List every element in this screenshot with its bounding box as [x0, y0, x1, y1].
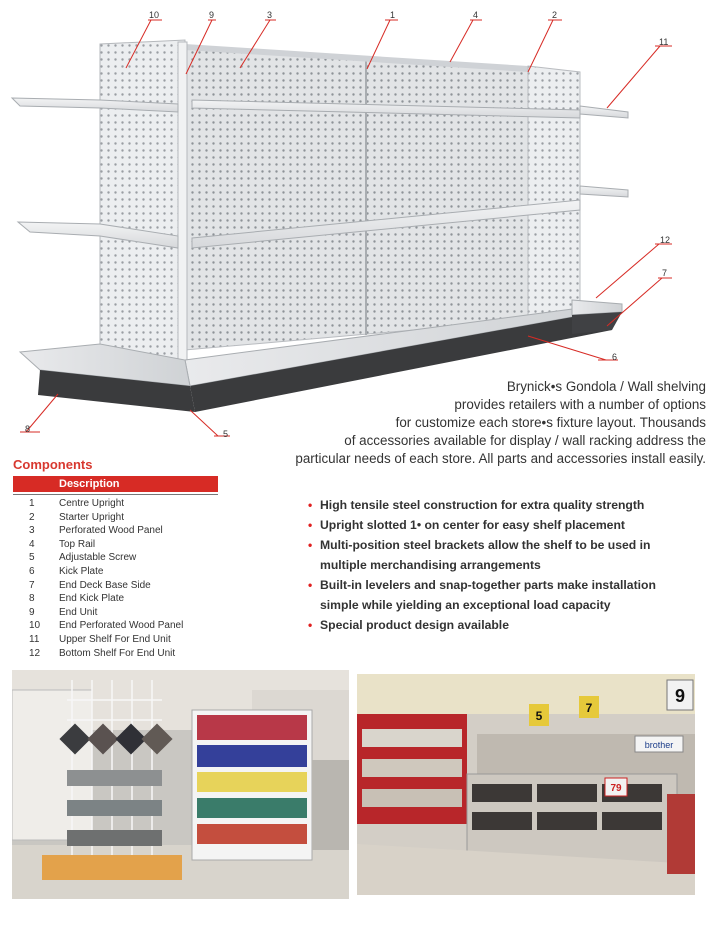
component-name: Kick Plate — [59, 565, 104, 577]
feature-line: simple while yielding an exceptional load capacity — [320, 598, 611, 612]
feature-line: Special product design available — [320, 618, 509, 632]
right-lower-shelf — [580, 186, 628, 197]
component-row — [13, 511, 218, 525]
feature-item — [308, 495, 708, 515]
description-line: Brynick•s Gondola / Wall shelving — [506, 379, 706, 394]
component-number: 11 — [29, 633, 40, 645]
header-number-cell — [13, 476, 53, 492]
component-number: 4 — [29, 538, 35, 550]
product-description — [228, 378, 706, 468]
component-number: 7 — [29, 579, 35, 591]
description-line: of accessories available for display / wall racking address the — [344, 433, 706, 448]
component-name: Upper Shelf For End Unit — [59, 633, 171, 645]
component-number: 12 — [29, 647, 41, 659]
red-dot-bullet-icon: • — [308, 538, 313, 552]
feature-item — [308, 575, 708, 615]
component-row — [13, 647, 218, 661]
component-row — [13, 497, 218, 511]
component-name: Perforated Wood Panel — [59, 525, 163, 537]
callout-6: 6 — [612, 352, 618, 362]
component-number: 1 — [29, 498, 35, 509]
component-number: 9 — [29, 606, 35, 618]
feature-item — [308, 515, 708, 535]
feature-text — [320, 535, 708, 575]
component-row — [13, 592, 218, 606]
callout-11: 11 — [659, 37, 669, 47]
callout-8: 8 — [25, 424, 31, 434]
feature-item — [308, 535, 708, 575]
component-name: Bottom Shelf For End Unit — [59, 647, 176, 659]
callout-10: 10 — [149, 10, 160, 20]
component-name: Centre Upright — [59, 498, 125, 509]
component-number: 10 — [29, 620, 41, 632]
red-dot-bullet-icon: • — [308, 578, 313, 592]
callout-9: 9 — [209, 10, 215, 20]
red-dot-bullet-icon: • — [308, 618, 313, 632]
feature-line: multiple merchandising arrangements — [320, 558, 541, 572]
component-name: End Kick Plate — [59, 593, 125, 605]
callout-1: 1 — [390, 10, 396, 20]
callout-4: 4 — [473, 10, 479, 20]
components-list — [13, 497, 218, 660]
callout-7: 7 — [662, 268, 668, 278]
right-end-kick-plate — [572, 312, 622, 334]
red-dot-bullet-icon: • — [308, 498, 313, 512]
component-name: End Unit — [59, 606, 98, 618]
component-row — [13, 606, 218, 620]
component-row — [13, 565, 218, 579]
components-table — [13, 476, 218, 660]
description-line: provides retailers with a number of options — [454, 397, 706, 412]
feature-text — [320, 515, 708, 535]
callout-2: 2 — [552, 10, 558, 20]
store-photo-left — [12, 670, 349, 899]
left-end-panel — [100, 40, 185, 380]
component-name: Starter Upright — [59, 511, 125, 523]
red-dot-bullet-icon: • — [308, 518, 313, 532]
component-name: End Deck Base Side — [59, 579, 151, 591]
callout-5: 5 — [223, 429, 229, 439]
component-row — [13, 524, 218, 538]
table-divider — [13, 494, 218, 495]
callout-3: 3 — [267, 10, 273, 20]
callout-12: 12 — [660, 235, 671, 245]
perforated-back-panel — [185, 48, 528, 350]
component-number: 6 — [29, 565, 35, 577]
feature-line: Built-in levelers and snap-together parts make installation — [320, 578, 656, 592]
aisle-sign-7: 7 — [585, 701, 593, 715]
end-unit-upright — [178, 42, 187, 380]
feature-text — [320, 495, 708, 515]
feature-line: Upright slotted 1• on center for easy shelf placement — [320, 518, 625, 532]
component-number: 2 — [29, 511, 35, 523]
description-line: particular needs of each store. All parts and accessories install easily. — [295, 451, 706, 466]
component-number: 5 — [29, 552, 35, 564]
description-line: for customize each store•s fixture layout. Thousands — [395, 415, 706, 430]
component-row — [13, 619, 218, 633]
feature-list — [308, 495, 708, 635]
aisle-sign-9: 9 — [674, 686, 686, 706]
store-photo-right — [357, 674, 695, 895]
component-row — [13, 579, 218, 593]
component-name: Adjustable Screw — [59, 552, 137, 564]
feature-line: Multi-position steel brackets allow the shelf to be used in — [320, 538, 651, 552]
right-end-unit — [528, 66, 580, 322]
feature-line: High tensile steel construction for extra quality strength — [320, 498, 645, 512]
component-number: 3 — [29, 525, 35, 537]
component-row — [13, 633, 218, 647]
aisle-sign-5: 5 — [535, 709, 543, 723]
feature-text — [320, 575, 708, 615]
price-sign: 79 — [610, 783, 622, 794]
component-row — [13, 551, 218, 565]
component-number: 8 — [29, 593, 35, 605]
brand-sign: brother — [644, 740, 674, 750]
components-table-header — [13, 476, 218, 492]
component-name: End Perforated Wood Panel — [59, 620, 184, 632]
component-name: Top Rail — [59, 538, 96, 550]
components-heading: Components — [13, 457, 93, 472]
header-description: Description — [53, 476, 218, 492]
right-upper-shelf — [580, 106, 628, 118]
feature-text — [320, 615, 708, 635]
component-row — [13, 538, 218, 552]
feature-item — [308, 615, 708, 635]
